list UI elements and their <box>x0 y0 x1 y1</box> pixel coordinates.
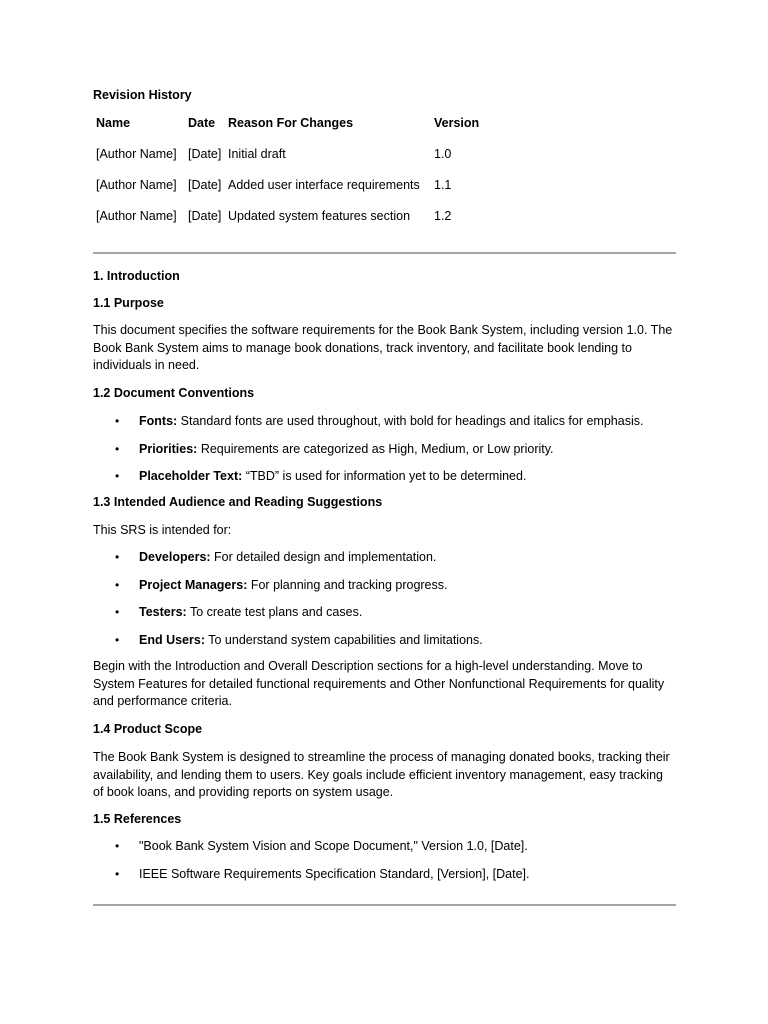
cell-date: [Date] <box>188 147 222 161</box>
cell-version: 1.1 <box>434 178 452 192</box>
item-text: Standard fonts are used throughout, with bold for headings and italics for emphasis. <box>177 414 644 428</box>
header-name: Name <box>96 116 131 130</box>
cell-name: [Author Name] <box>96 178 177 192</box>
list-item <box>93 838 676 866</box>
header-date: Date <box>188 116 216 130</box>
section-introduction-heading: 1. Introduction <box>93 269 180 283</box>
scope-paragraph: The Book Bank System is designed to streamline the process of managing donated books, tracking their availability, and lending them to users. Key goals include efficient inventory management, easy tracking of book loans, and providing reports on system usage. <box>93 750 670 799</box>
list-item <box>93 577 676 605</box>
audience-paragraph: Begin with the Introduction and Overall Description sections for a high-level understanding. Move to System Features for detailed functional requirements and Other Nonfunctional Requirements for quality and performance criteria. <box>93 659 665 708</box>
list-item <box>93 604 676 632</box>
bullet-icon: • <box>115 839 120 853</box>
cell-reason: Updated system features section <box>228 209 411 223</box>
revision-history-title: Revision History <box>93 88 192 102</box>
list-item <box>93 632 676 660</box>
item-label: Priorities: <box>139 441 198 456</box>
table-row <box>93 147 482 178</box>
purpose-paragraph: This document specifies the software requirements for the Book Bank System, including version 1.0. The Book Bank System aims to manage book donations, track inventory, and facilitate book lending to individuals in need. <box>93 323 673 372</box>
section-conventions-heading: 1.2 Document Conventions <box>93 386 255 400</box>
table-header-row <box>93 116 482 147</box>
horizontal-rule <box>93 252 676 254</box>
cell-reason: Initial draft <box>228 147 286 161</box>
cell-version: 1.2 <box>434 209 452 223</box>
conventions-list <box>93 413 676 496</box>
bullet-icon: • <box>115 577 120 592</box>
bullet-icon: • <box>115 605 120 619</box>
table-row <box>93 209 482 240</box>
bullet-icon: • <box>115 632 120 647</box>
header-reason: Reason For Changes <box>228 116 354 130</box>
audience-lead: This SRS is intended for: <box>93 523 232 537</box>
cell-name: [Author Name] <box>96 209 177 223</box>
item-text: “TBD” is used for information yet to be determined. <box>242 469 527 483</box>
references-list <box>93 838 676 893</box>
cell-date: [Date] <box>188 178 222 192</box>
section-purpose-heading: 1.1 Purpose <box>93 296 164 310</box>
cell-date: [Date] <box>188 209 222 223</box>
list-item <box>93 413 676 441</box>
item-label: Placeholder Text: <box>139 469 243 483</box>
cell-reason: Added user interface requirements <box>228 178 420 192</box>
reference-text: "Book Bank System Vision and Scope Document," Version 1.0, [Date]. <box>139 839 528 853</box>
bullet-icon: • <box>115 441 120 456</box>
item-text: To create test plans and cases. <box>186 605 363 619</box>
bullet-icon: • <box>115 866 120 881</box>
item-text: Requirements are categorized as High, Medium, or Low priority. <box>197 441 554 456</box>
list-item <box>93 866 676 894</box>
revision-history-table <box>93 116 482 240</box>
bullet-icon: • <box>115 469 120 483</box>
item-text: To understand system capabilities and limitations. <box>205 632 483 647</box>
item-label: Fonts: <box>139 414 178 428</box>
list-item <box>93 468 676 496</box>
table-row <box>93 178 482 209</box>
item-label: Project Managers: <box>139 577 248 592</box>
bullet-icon: • <box>115 414 120 428</box>
audience-list <box>93 549 676 659</box>
horizontal-rule <box>93 904 676 906</box>
list-item <box>93 549 676 577</box>
item-label: End Users: <box>139 632 205 647</box>
list-item <box>93 441 676 469</box>
reference-text: IEEE Software Requirements Specification Standard, [Version], [Date]. <box>139 866 530 881</box>
section-scope-heading: 1.4 Product Scope <box>93 722 203 736</box>
bullet-icon: • <box>115 550 120 564</box>
item-label: Testers: <box>139 605 187 619</box>
item-label: Developers: <box>139 550 211 564</box>
item-text: For planning and tracking progress. <box>247 577 448 592</box>
item-text: For detailed design and implementation. <box>210 550 437 564</box>
section-references-heading: 1.5 References <box>93 812 182 826</box>
cell-version: 1.0 <box>434 147 452 161</box>
cell-name: [Author Name] <box>96 147 177 161</box>
header-version: Version <box>434 116 480 130</box>
section-audience-heading: 1.3 Intended Audience and Reading Suggestions <box>93 495 383 509</box>
